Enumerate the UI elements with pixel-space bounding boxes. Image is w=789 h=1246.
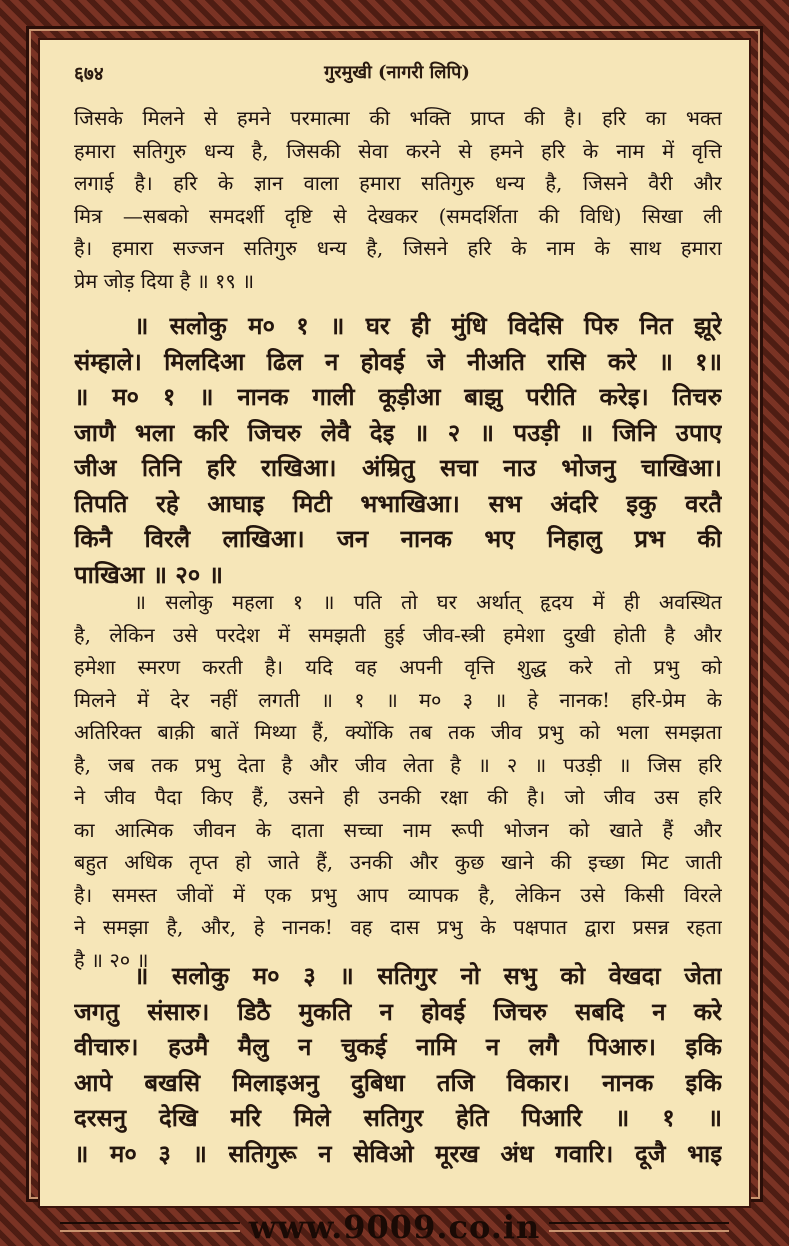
verse-line: आपे बखसि मिलाइअनु दुबिधा तजि विकार। नानक इकि [74, 1067, 722, 1097]
verse-line: दरसनु देखि मरि मिले सतिगुर हेति पिआरि ॥ १ ॥ [74, 1103, 722, 1132]
text-line: प्रेम जोड़ दिया है ॥ १९ ॥ [74, 268, 255, 293]
text-line: ने समझा है, और, हे नानक! वह दास प्रभु के पक्षपात द्वारा प्रसन्न रहता [74, 915, 722, 939]
verse-paragraph-2 [74, 958, 722, 1171]
text-line: जिसके मिलने से हमने परमात्मा की भक्ति प्राप्त की है। हरि का भक्त [74, 106, 722, 130]
translation-paragraph-1 [74, 102, 722, 297]
verse-line: ॥ म० १ ॥ नानक गाली कूड़ीआ बाझु परीति करेइ। तिचरु [74, 382, 722, 411]
verse-line: जगतु संसारु। डिठै मुकति न होवई जिचरु सबदि न करे [74, 996, 722, 1026]
text-line: है। हमारा सज्जन सतिगुरु धन्य है, जिसने हरि के नाम के साथ हमारा [74, 236, 722, 260]
verse-line: जाणै भला करि जिचरु लेवै देइ ॥ २ ॥ पउड़ी ॥ जिनि उपाए [74, 417, 722, 447]
verse-line: वीचारु। हउमै मैलु न चुकई नामि न लगै पिआरु। इकि [74, 1032, 722, 1061]
text-line: है। समस्त जीवों में एक प्रभु आप व्यापक है, लेकिन उसे किसी विरले [74, 882, 722, 907]
verse-line: पाखिआ ॥ २० ॥ [74, 559, 224, 589]
book-page [38, 38, 751, 1208]
text-line: है ॥ २० ॥ [74, 947, 149, 972]
verse-line: जीअ तिनि हरि राखिआ। अंम्रितु सचा नाउ भोजनु चाखिआ। [74, 453, 722, 482]
text-line: का आत्मिक जीवन के दाता सच्चा नाम रूपी भोजन को खाते हैं और [74, 817, 722, 842]
verse-line: ॥ सलोकु म० १ ॥ घर ही मुंधि विदेसि पिरु नित झूरे [134, 311, 722, 340]
text-line: मित्र —सबको समदर्शी दृष्टि से देखकर (समदर्शिता की विधि) सिखा ली [74, 203, 722, 228]
page-number: ६७४ [74, 63, 104, 85]
text-line: है, जब तक प्रभु देता है और जीव लेता है ॥ २ ॥ पउड़ी ॥ जिस हरि [74, 752, 722, 777]
running-title: गुरमुखी (नागरी लिपि) [324, 62, 470, 83]
text-line: बहुत अधिक तृप्त हो जाते हैं, उनकी और कुछ खाने की इच्छा मिट जाती [74, 850, 722, 874]
verse-paragraph-1 [74, 308, 722, 592]
verse-line: ॥ म० ३ ॥ सतिगुरू न सेविओ मूरख अंध गवारि। दूजै भाइ [74, 1138, 722, 1168]
text-line: हमेशा स्मरण करती है। यदि वह अपनी वृत्ति शुद्ध करे तो प्रभु को [74, 655, 722, 679]
text-line: है, लेकिन उसे परदेश में समझती हुई जीव-स्त्री हमेशा दुखी होती है और [74, 622, 722, 647]
verse-line: संम्हाले। मिलदिआ ढिल न होवई जे नीअति रासि करे ॥ १॥ [74, 346, 722, 376]
text-line: अतिरिक्त बाक़ी बातें मिथ्या हैं, क्योंकि तब तक जीव प्रभु को भला समझता [74, 720, 722, 744]
text-line: लगाई है। हरि के ज्ञान वाला हमारा सतिगुरु धन्य है, जिसने वैरी और [74, 171, 722, 195]
translation-paragraph-2 [74, 586, 722, 976]
page-header [74, 60, 720, 90]
footer-website: www.9009.co.in [248, 1208, 541, 1246]
text-line: मिलने में देर नहीं लगती ॥ १ ॥ म० ३ ॥ हे नानक! हरि-प्रेम के [74, 687, 722, 712]
verse-line: ॥ सलोकु म० ३ ॥ सतिगुर नो सभु को वेखदा जेता [134, 961, 722, 990]
text-line: हमारा सतिगुरु धन्य है, जिसकी सेवा करने से हमने हरि के नाम में वृत्ति [74, 138, 722, 163]
verse-line: किनै विरलै लाखिआ। जन नानक भए निहालु प्रभ की [74, 524, 722, 553]
text-line: ॥ सलोकु महला १ ॥ पति तो घर अर्थात् हृदय में ही अवस्थित [134, 590, 722, 614]
text-line: ने जीव पैदा किए हैं, उसने ही उनकी रक्षा की है। जो जीव उस हरि [74, 785, 722, 809]
verse-line: तिपति रहे आघाइ मिटी भभाखिआ। सभ अंदरि इकु वरतै [74, 488, 722, 518]
